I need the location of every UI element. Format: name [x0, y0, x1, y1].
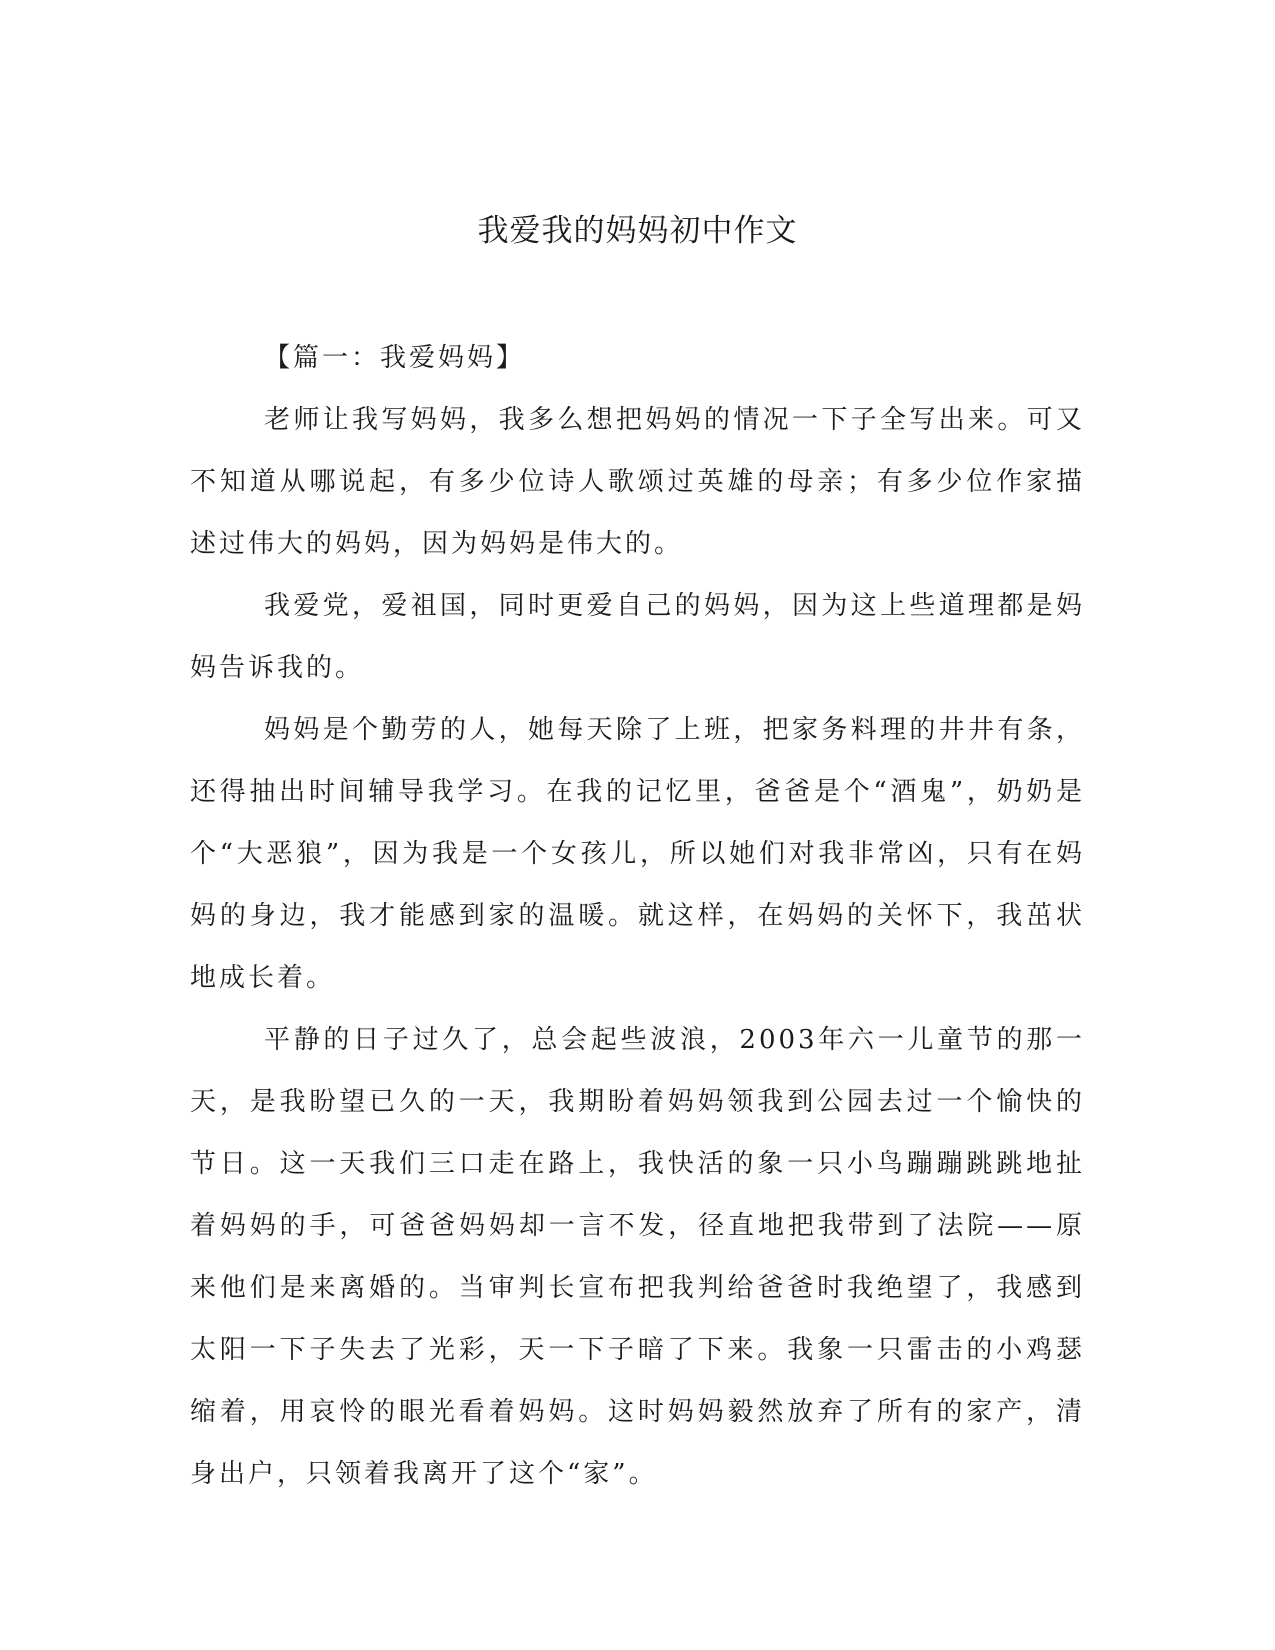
paragraph-1: 老师让我写妈妈，我多么想把妈妈的情况一下子全写出来。可又不知道从哪说起，有多少位诗人歌颂过英雄的母亲；有多少位作家描述过伟大的妈妈，因为妈妈是伟大的。	[190, 405, 1085, 559]
essay-body	[190, 327, 1085, 1505]
paragraph-2: 我爱党，爱祖国，同时更爱自己的妈妈，因为这上些道理都是妈妈告诉我的。	[190, 591, 1085, 683]
paragraph-3: 妈妈是个勤劳的人，她每天除了上班，把家务料理的井井有条，还得抽出时间辅导我学习。在我的记忆里，爸爸是个“酒鬼”，奶奶是个“大恶狼”，因为我是一个女孩儿，所以她们对我非常凶，只有在妈妈的身边，我才能感到家的温暖。就这样，在妈妈的关怀下，我茁状地成长着。	[190, 715, 1085, 993]
paragraph-4: 平静的日子过久了，总会起些波浪，2003年六一儿童节的那一天，是我盼望已久的一天，我期盼着妈妈领我到公园去过一个愉快的节日。这一天我们三口走在路上，我快活的象一只小鸟蹦蹦跳跳地扯着妈妈的手，可爸爸妈妈却一言不发，径直地把我带到了法院——原来他们是来离婚的。当审判长宣布把我判给爸爸时我绝望了，我感到太阳一下子失去了光彩，天一下子暗了下来。我象一只雷击的小鸡瑟缩着，用哀怜的眼光看着妈妈。这时妈妈毅然放弃了所有的家产，清身出户，只领着我离开了这个“家”。	[190, 1025, 1085, 1489]
page-title: 我爱我的妈妈初中作文	[477, 213, 798, 249]
section-heading: 【篇一：我爱妈妈】	[264, 343, 526, 373]
